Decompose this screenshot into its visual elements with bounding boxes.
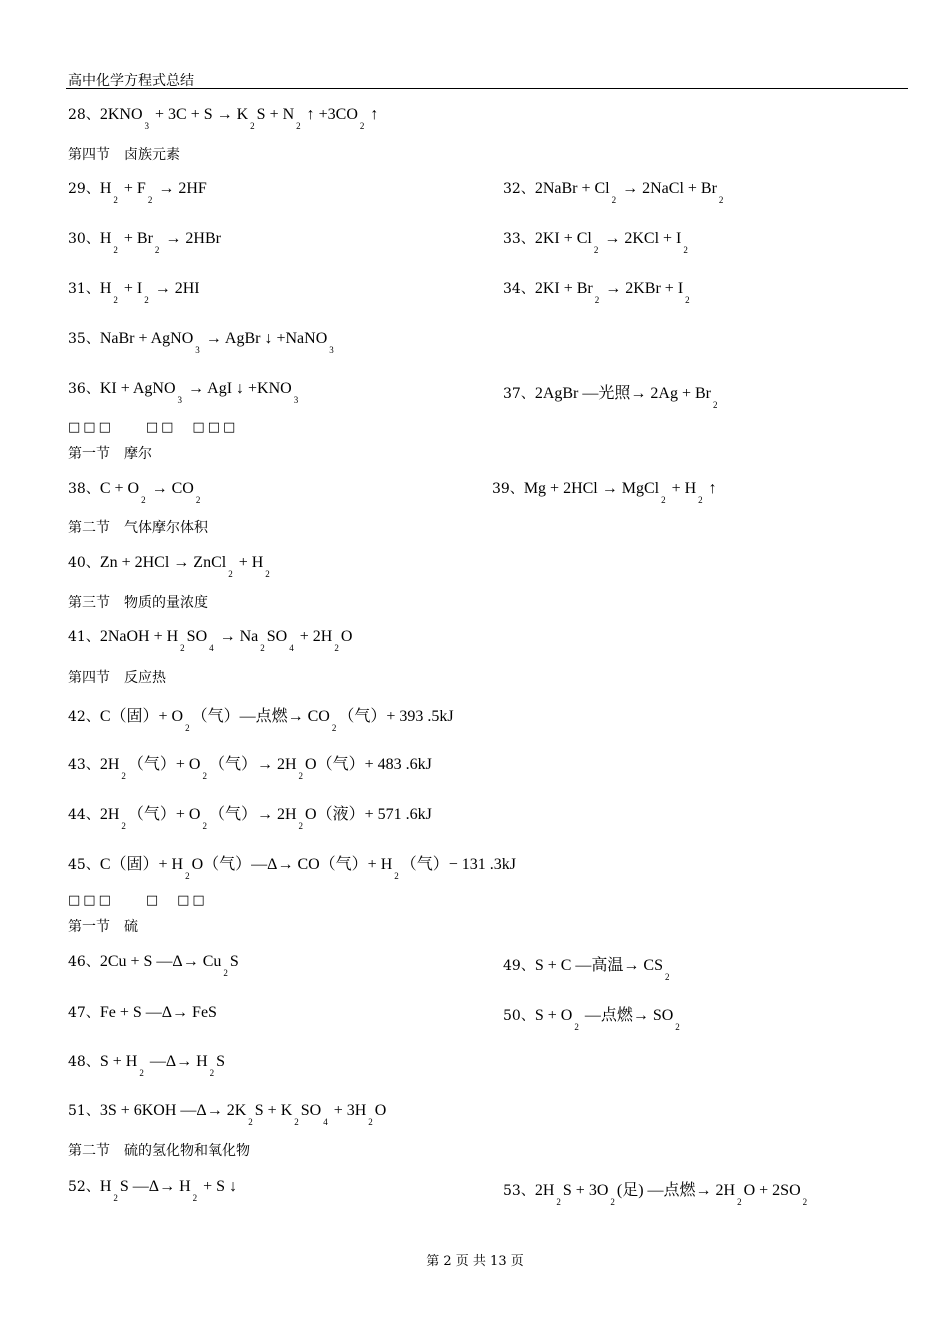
equation-42 — [68, 703, 454, 733]
equation-number: 28、 — [68, 107, 100, 123]
equation-text: Fe + S —Δ→ FeS — [99, 1004, 217, 1021]
equation-47 — [68, 1002, 217, 1022]
equation-number: 34、 — [503, 281, 535, 297]
equation-number: 49、 — [503, 958, 535, 974]
equation-45 — [68, 851, 517, 881]
equation-52 — [68, 1176, 238, 1203]
equation-text: 2NaBr + $Cl_2$ → 2NaCl + $Br_2$ — [534, 180, 724, 205]
equation-number: 45、 — [68, 857, 100, 873]
equation-number: 47、 — [68, 1005, 100, 1021]
equation-text: KI + AgNO$_3$ → AgI ↓ $+KNO_3$ — [99, 380, 299, 405]
equation-text: C（固）+ $H_2O$（气）—Δ→ CO（气）+ $H_2$（气）− 131 .3kJ — [99, 856, 517, 881]
section-heading: 第一节 硫 — [68, 919, 138, 935]
equation-text: $C + O_2 \to CO_2$ — [99, 480, 201, 505]
equation-text: $2H_2S + 3O_2$(足) —点燃→ $2H_2O + 2SO_2$ — [534, 1182, 808, 1207]
equation-44 — [68, 801, 432, 831]
equation-number: 37、 — [503, 386, 535, 402]
equation-text: 2Cu + S —Δ→ $Cu_2S$ — [99, 953, 239, 978]
equation-text: $S + O_2$ —点燃→ $SO_2$ — [534, 1007, 680, 1032]
equation-number: 48、 — [68, 1054, 100, 1070]
equation-number: 42、 — [68, 709, 100, 725]
section-heading: 第二节 气体摩尔体积 — [68, 520, 208, 536]
equation-text: C（固）+ $O_2$（气）—点燃→ $CO_2$（气）+ 393 .5kJ — [99, 708, 454, 733]
equation-text: 2AgBr —光照→ $2Ag + Br_2$ — [534, 385, 718, 410]
equation-51 — [68, 1100, 387, 1127]
equation-number: 30、 — [68, 231, 100, 247]
section-heading: 第四节 卤族元素 — [68, 147, 180, 163]
equation-number: 32、 — [503, 181, 535, 197]
section-heading: 第二节 硫的氢化物和氧化物 — [68, 1143, 250, 1159]
equation-number: 43、 — [68, 757, 100, 773]
header-rule — [66, 88, 908, 89]
section-heading: 第四节 反应热 — [68, 670, 166, 686]
equation-number: 40、 — [68, 555, 100, 571]
equation-number: 46、 — [68, 954, 100, 970]
equation-32 — [503, 178, 725, 205]
equation-43 — [68, 751, 432, 781]
page-footer: 第 2 页 共 13 页 — [426, 1254, 524, 1269]
equation-50 — [503, 1002, 682, 1032]
equation-number: 50、 — [503, 1008, 535, 1024]
equation-text: 3S + 6KOH —Δ→ $2K_2S + K_2SO_4 + 3H_2O$ — [99, 1102, 387, 1127]
equation-number: 52、 — [68, 1179, 100, 1195]
equation-30 — [68, 228, 221, 255]
equation-number: 44、 — [68, 807, 100, 823]
equation-text: $H_2 + F_2 \to 2HF$ — [99, 180, 207, 205]
equation-46 — [68, 951, 239, 978]
equation-40 — [68, 552, 272, 579]
equation-number: 33、 — [503, 231, 535, 247]
section-heading: 第一节 摩尔 — [68, 446, 152, 462]
equation-37 — [503, 380, 719, 410]
garbled-chapter-heading: □□□ □ □□ — [68, 893, 208, 908]
equation-38 — [68, 478, 202, 505]
equation-number: 41、 — [68, 629, 100, 645]
equation-text: 2NaOH + $H_2SO_4 \to Na_2SO_4 + 2H_2O$ — [99, 628, 353, 653]
equation-text: NaBr + AgNO$_3$ → AgBr ↓ +NaNO$_3$ — [99, 330, 334, 355]
equation-number: 53、 — [503, 1183, 535, 1199]
equation-text: $2KNO_3 + 3C + S \to K_2S + N_2$ ↑ $+3CO_2$ ↑ — [99, 106, 379, 131]
equation-35 — [68, 328, 336, 355]
equation-53 — [503, 1177, 809, 1207]
equation-29 — [68, 178, 207, 205]
equation-31 — [68, 278, 200, 305]
equation-48 — [68, 1051, 226, 1078]
equation-text: Zn + 2HCl → ZnCl$_2$ + $H_2$ — [99, 554, 270, 579]
equation-number: 51、 — [68, 1103, 100, 1119]
section-heading: 第三节 物质的量浓度 — [68, 595, 208, 611]
equation-39 — [492, 478, 717, 505]
equation-49 — [503, 952, 672, 982]
equation-text: $2H_2$（气）+ $O_2$（气）→ $2H_2O$（气）+ 483 .6kJ — [99, 756, 432, 781]
equation-text: $2H_2$（气）+ $O_2$（气）→ $2H_2O$（液）+ 571 .6kJ — [99, 806, 432, 831]
equation-text: $H_2S$ —Δ→ $H_2 + S$ ↓ — [99, 1178, 238, 1203]
equation-36 — [68, 378, 300, 405]
equation-text: $2KI + Cl_2 \to 2KCl + I_2$ — [534, 230, 688, 255]
equation-28 — [68, 104, 379, 131]
equation-33 — [503, 228, 690, 255]
garbled-chapter-heading: □□□ □□ □□□ — [68, 420, 239, 435]
equation-34 — [503, 278, 692, 305]
equation-number: 29、 — [68, 181, 100, 197]
equation-number: 39、 — [492, 481, 524, 497]
equation-text: S + C —高温→ $CS_2$ — [534, 957, 670, 982]
equation-text: Mg + 2HCl → MgCl$_2$ + $H_2$ ↑ — [523, 480, 717, 505]
page-header-title: 高中化学方程式总结 — [68, 73, 194, 89]
equation-number: 31、 — [68, 281, 100, 297]
equation-41 — [68, 626, 353, 653]
equation-text: $H_2 + Br_2 \to 2HBr$ — [99, 230, 221, 255]
equation-text: $2KI + Br_2 \to 2KBr + I_2$ — [534, 280, 690, 305]
equation-number: 38、 — [68, 481, 100, 497]
equation-number: 35、 — [68, 331, 100, 347]
equation-number: 36、 — [68, 381, 100, 397]
equation-text: $H_2 + I_2 \to 2HI$ — [99, 280, 200, 305]
equation-text: $S + H_2$ —Δ→ $H_2S$ — [99, 1053, 226, 1078]
